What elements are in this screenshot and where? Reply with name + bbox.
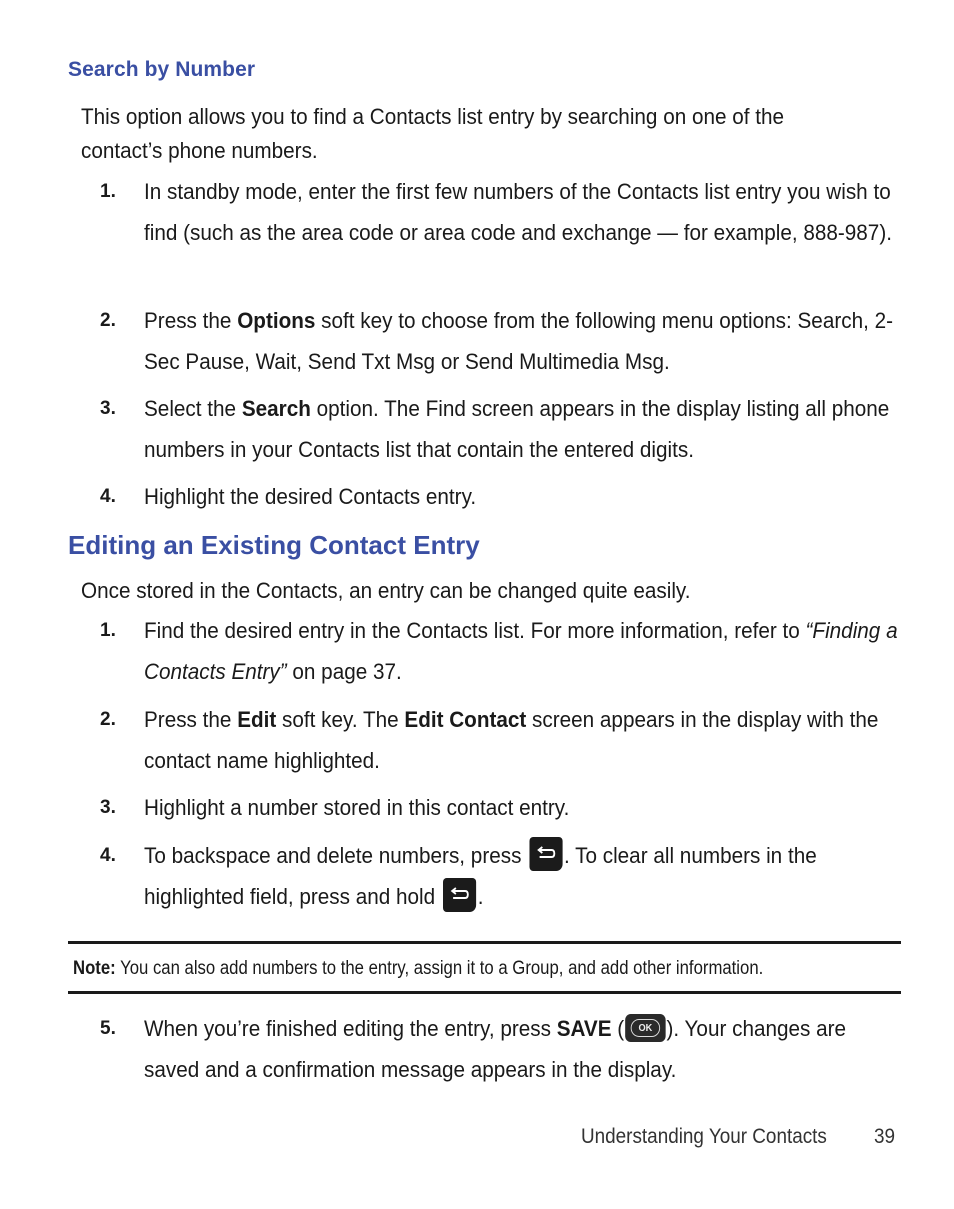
step-number: 3. [100, 797, 116, 818]
step-text-mid: . To clear all numbers in the highlighted field, press and hold [144, 843, 817, 909]
step-text-pre: When you’re finished editing the entry, press [144, 1016, 557, 1041]
search-intro-paragraph: This option allows you to find a Contacts list entry by searching on one of the contact’s phone numbers. [81, 104, 785, 163]
footer-page-number: 39 [874, 1125, 896, 1148]
step-text-pre: Press the [144, 308, 238, 333]
edit-contact-screen-label: Edit Contact [404, 707, 527, 732]
step-text: In standby mode, enter the first few numbers of the Contacts list entry you wish to find (such as the area code or area code and exchange — for example, 888-987). [144, 179, 892, 245]
step-text [144, 700, 898, 781]
step-number: 5. [100, 1018, 116, 1039]
note-label: Note: [73, 958, 116, 979]
step-text [144, 836, 898, 917]
save-key-label: SAVE [556, 1016, 612, 1041]
step-text: Highlight a number stored in this contact entry. [144, 795, 570, 820]
footer-section-title: Understanding Your Contacts [581, 1125, 827, 1148]
search-option-label: Search [241, 396, 311, 421]
step-text [144, 611, 898, 692]
step-number: 2. [100, 709, 116, 730]
step-text-mid: soft key. The [276, 707, 405, 732]
step-text [144, 301, 898, 382]
note-top-rule [68, 941, 901, 944]
step-number: 1. [100, 181, 116, 202]
step-number: 1. [100, 620, 116, 641]
step-number: 3. [100, 398, 116, 419]
step-text [144, 389, 898, 470]
step-text-pre: Press the [144, 707, 238, 732]
step-text-pre: To backspace and delete numbers, press [144, 843, 528, 868]
step-text-post: ). Your changes are saved and a confirmation message appears in the display. [144, 1016, 847, 1082]
section-heading-search-by-number: Search by Number [68, 58, 256, 81]
step-text-post: screen appears in the display with the contact name highlighted. [144, 707, 879, 773]
back-clear-key-icon [529, 837, 562, 871]
step-text-post: soft key to choose from the following menu options: Search, 2-Sec Pause, Wait, Send Txt Msg or Send Multimedia Msg. [144, 308, 893, 374]
step-number: 2. [100, 310, 116, 331]
ok-key-label: OK [631, 1019, 660, 1037]
note-text: You can also add numbers to the entry, assign it to a Group, and add other information. [115, 958, 764, 979]
step-text-mid: ( [611, 1016, 625, 1041]
step-number: 4. [100, 486, 116, 507]
step-text-pre: Find the desired entry in the Contacts list. For more information, refer to [144, 618, 806, 643]
cross-reference-link[interactable]: “Finding a Contacts Entry” [144, 618, 898, 684]
options-softkey-label: Options [237, 308, 316, 333]
step-text [144, 1009, 898, 1090]
note-bottom-rule [68, 991, 901, 994]
edit-softkey-label: Edit [237, 707, 277, 732]
step-text-post: on page 37. [286, 658, 402, 684]
step-text-post: option. The Find screen appears in the display listing all phone numbers in your Contacts list that contain the entered digits. [144, 396, 890, 462]
back-clear-key-icon [443, 878, 476, 912]
ok-key-icon [625, 1014, 665, 1042]
step-text-post: . [477, 883, 484, 909]
step-number: 4. [100, 845, 116, 866]
note-box [73, 955, 763, 983]
section-heading-editing-contact: Editing an Existing Contact Entry [68, 530, 480, 560]
step-text: Highlight the desired Contacts entry. [144, 484, 477, 509]
editing-intro-paragraph: Once stored in the Contacts, an entry can be changed quite easily. [81, 578, 691, 603]
step-text-pre: Select the [144, 396, 242, 421]
